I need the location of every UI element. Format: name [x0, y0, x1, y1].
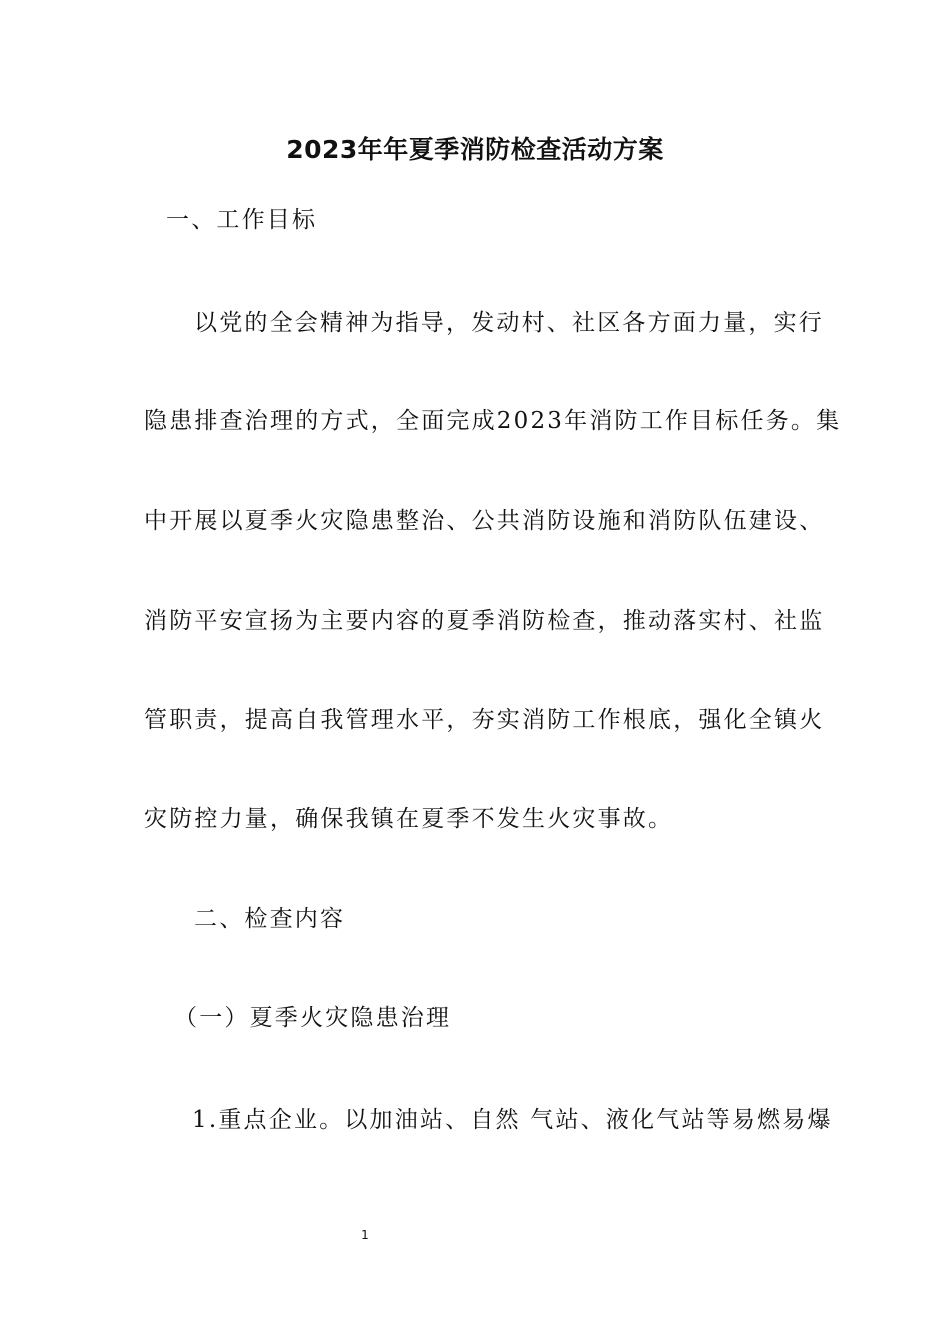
section-heading-content: 二、检查内容 [194, 906, 346, 932]
section-heading-goal: 一、工作目标 [166, 207, 318, 233]
paragraph-line: 中开展以夏季火灾隐患整治、公共消防设施和消防队伍建设、 [144, 508, 825, 534]
paragraph-line: 管职责，提高自我管理水平，夯实消防工作根底，强化全镇火 [144, 707, 825, 733]
paragraph-line: 灾防控力量，确保我镇在夏季不发生火灾事故。 [144, 806, 674, 832]
subsection-heading: （一）夏季火灾隐患治理 [174, 1005, 452, 1031]
page-number: 1 [361, 1228, 369, 1242]
paragraph-line: 消防平安宣扬为主要内容的夏季消防检查，推动落实村、社监 [144, 608, 825, 634]
paragraph-line: 以党的全会精神为指导，发动村、社区各方面力量，实行 [194, 310, 824, 336]
paragraph-line: 1.重点企业。以加油站、自然 气站、液化气站等易燃易爆 [192, 1107, 833, 1133]
document-title: 2023年年夏季消防检查活动方案 [286, 135, 664, 164]
paragraph-line: 隐患排查治理的方式，全面完成2023年消防工作目标任务。集 [144, 408, 842, 434]
